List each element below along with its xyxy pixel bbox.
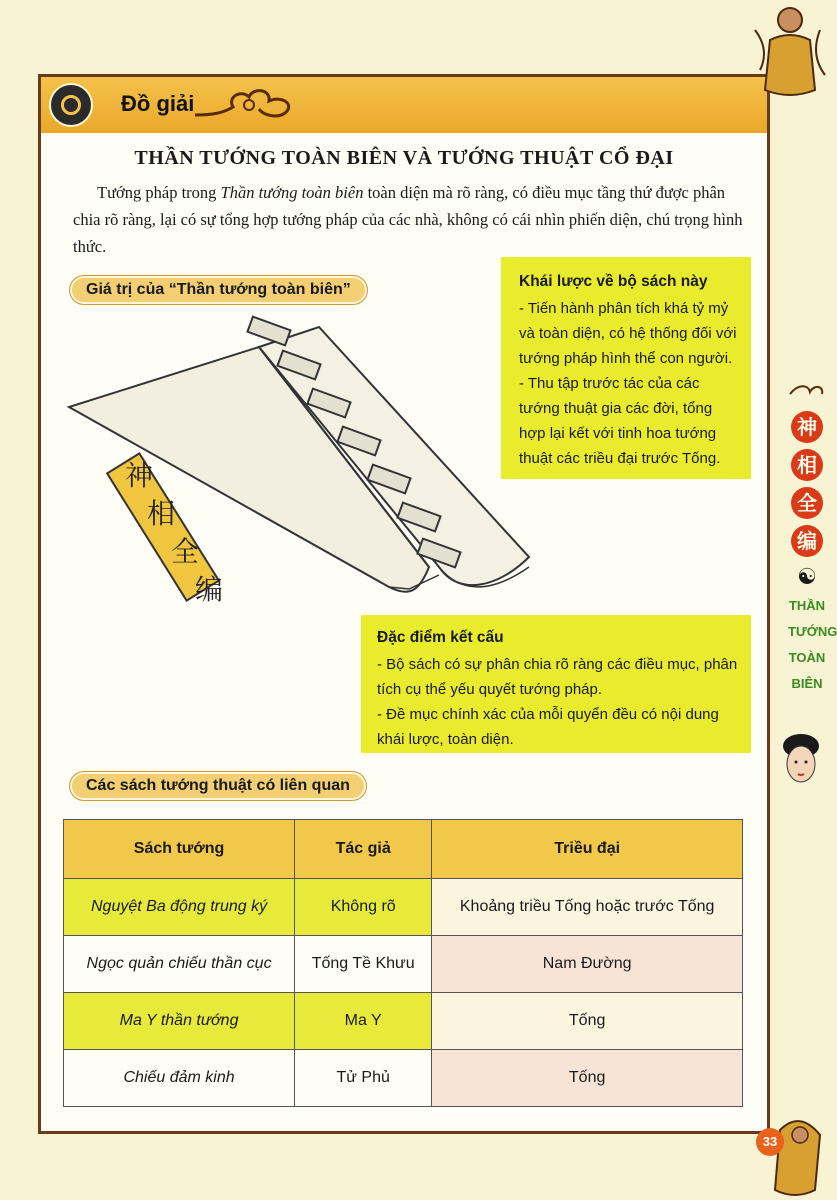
related-books-table [63,819,743,1107]
table-row [64,993,743,1050]
col-header-dynasty: Triều đại [432,820,743,879]
cell-author: Tử Phủ [295,1050,432,1107]
side-text-2: TƯỚNG [788,624,837,639]
section-title: Đồ giải [121,91,195,116]
cell-book: Chiếu đảm kinh [64,1050,295,1107]
structure-point-2: - Đề mục chính xác của mỗi quyển đều có nội dung khái lược, toàn diện. [377,706,719,748]
cell-book: Ma Y thần tướng [64,993,295,1050]
cover-char-1: 神 [125,459,154,492]
table-header-row [64,820,743,879]
side-seal-1: 神 [791,411,823,443]
side-seal-2: 相 [791,449,823,481]
col-header-author: Tác giả [295,820,432,879]
cell-author: Ma Y [295,993,432,1050]
related-pill: Các sách tướng thuật có liên quan [69,771,367,801]
cell-dynasty: Tống [432,993,743,1050]
summary-point-1: - Tiến hành phân tích khá tỷ mỷ và toàn diện, có hệ thống đối với tướng pháp hình thể con người. [519,300,737,367]
cloud-ornament-icon [193,85,303,125]
intro-paragraph: Tướng pháp trong Thần tướng toàn biên toàn diện mà rõ ràng, có điều mục tầng thứ được phân chia rõ ràng, lại có sự tổng hợp tướng pháp của các nhà, không có cái nhìn phiến diện, chú trọng hình thức. [73,183,743,256]
cover-char-3: 全 [171,535,200,568]
cell-author: Không rõ [295,879,432,936]
yin-yang-icon: ☯ [797,565,817,590]
summary-heading: Khái lược về bộ sách này [519,273,708,290]
cell-dynasty: Tống [432,1050,743,1107]
side-text-3: TOÀN [788,650,826,665]
cell-book: Nguyệt Ba động trung ký [64,879,295,936]
table-row [64,936,743,993]
page-title: THẦN TƯỚNG TOÀN BIÊN VÀ TƯỚNG THUẬT CỔ ĐẠI [134,147,674,169]
cell-author: Tống Tề Khưu [295,936,432,993]
summary-box [501,257,751,479]
structure-point-1: - Bộ sách có sự phân chia rõ ràng các điều mục, phân tích cụ thể yếu quyết tướng pháp. [377,656,738,698]
side-seal-3: 全 [791,487,823,519]
side-seal-4: 编 [791,525,823,557]
page-number: 33 [756,1128,784,1156]
section-header [41,77,767,133]
warrior-figure-icon [740,0,829,100]
cell-dynasty: Nam Đường [432,936,743,993]
summary-point-2: - Thu tập trước tác của các tướng thuật gia các đời, tổng hợp lại kết với tinh hoa tướng thuật các triều đại trước Tống. [519,375,721,467]
cell-dynasty: Khoảng triều Tống hoặc trước Tống [432,879,743,936]
side-text-4: BIÊN [791,676,823,691]
cell-book: Ngọc quản chiếu thần cục [64,936,295,993]
side-tab [788,380,837,697]
book-illustration [59,317,529,617]
side-cloud-icon [788,380,826,400]
side-text-1: THẦN [788,598,826,613]
value-pill: Giá trị của “Thần tướng toàn biên” [69,275,368,305]
lady-portrait-icon [776,730,826,790]
page-frame [38,74,770,1134]
table-row [64,1050,743,1107]
col-header-book: Sách tướng [64,820,295,879]
table-row [64,879,743,936]
bagua-icon [49,83,93,127]
cover-char-4: 编 [195,573,224,606]
structure-heading: Đặc điểm kết cấu [377,629,504,646]
cover-char-2: 相 [147,497,176,530]
structure-box [361,615,751,753]
